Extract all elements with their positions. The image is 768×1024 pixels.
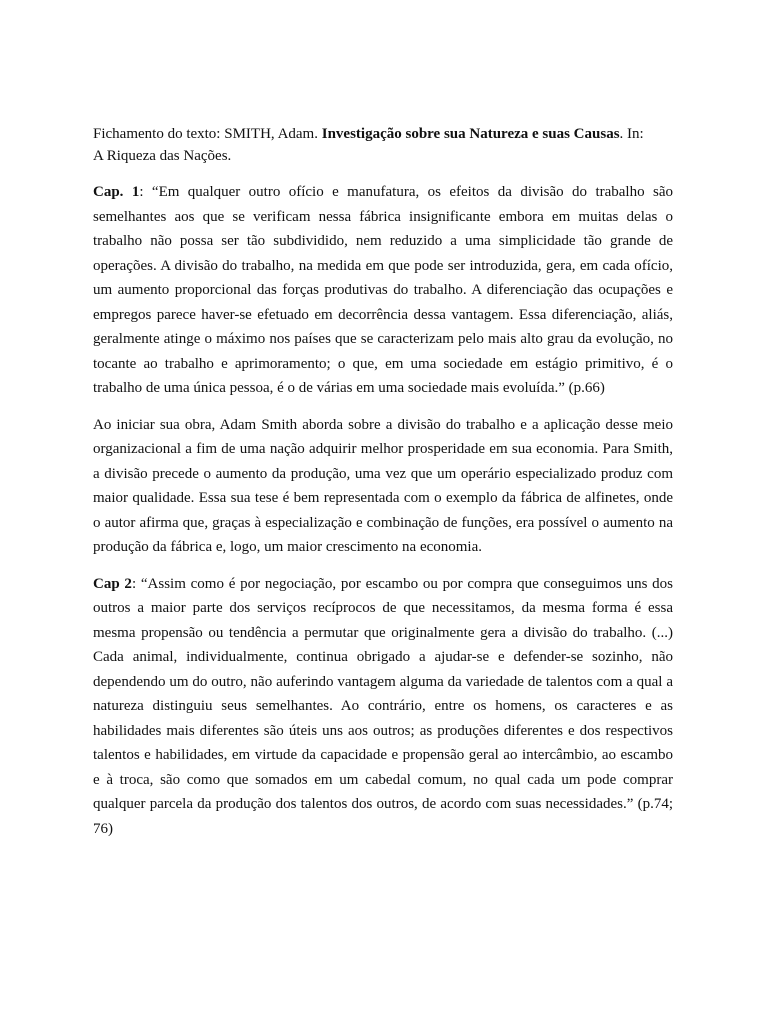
citation-book-title: A Riqueza das Nações. <box>93 148 232 164</box>
citation-header <box>93 123 673 167</box>
document-body <box>93 123 673 853</box>
commentary-paragraph: Ao iniciar sua obra, Adam Smith aborda sobre a divisão do trabalho e a aplicação desse meio organizacional a fim de uma nação adquirir melhor prosperidade em sua economia. Para Smith, a divisão precede o aumento da produção, uma vez que um operário especializado produz com maior qualidade. Essa sua tese é bem representada com o exemplo da fábrica de alfinetes, onde o autor afirma que, graças à especialização e combinação de funções, era possível o aumento na produção da fábrica e, logo, um maior crescimento na economia. <box>93 416 673 555</box>
cap2-colon: : <box>131 575 141 592</box>
cap1-label: Cap. 1 <box>93 184 140 200</box>
cap2-quote: “Assim como é por negociação, por escambo ou por compra que conseguimos uns dos outros a maior parte dos serviços recíprocos de que necessitamos, da mesma forma é essa mesma propensão ou tendência a permutar que originalmente gera a divisão do trabalho. (...) Cada animal, individualmente, continua obrigado a ajudar-se e defender-se sozinho, não dependendo um do outro, não auferindo vantagem alguma da variedade de talentos com a qual a natureza distinguiu seus semelhantes. Ao contrário, entre os homens, os caracteres e as habilidades mais diferentes são úteis uns aos outros; as produções diferentes e dos respectivos talentos e habilidades, em virtude da capacidade e propensão geral ao intercâmbio, ao escambo e à troca, são como que somados em um cabedal comum, no qual cada um pode comprar qualquer parcela da produção dos talentos dos outros, de acordo com suas necessidades.” (p.74; 76) <box>93 575 673 837</box>
citation-suffix: . In: <box>619 126 644 142</box>
cap1-paragraph <box>93 180 673 401</box>
cap1-quote: “Em qualquer outro ofício e manufatura, os efeitos da divisão do trabalho são semelhantes aos que se verificam nessa fábrica insignificante embora em muitas delas o trabalho não possa ser tão subdividido, nem reduzido a uma simplicidade tão grande de operações. A divisão do trabalho, na medida em que pode ser introduzida, gera, em cada ofício, um aumento proporcional das forças produtivas do trabalho. A diferenciação das ocupações e empregos parece haver-se efetuado em decorrência dessa vantagem. Essa diferenciação, aliás, geralmente atinge o máximo nos países que se caracterizam pelo mais alto grau da evolução, no tocante ao trabalho e aprimoramento; o que, em uma sociedade em estágio primitivo, é o trabalho de uma única pessoa, é o de várias em uma sociedade mais evoluída.” (p.66) <box>93 184 673 396</box>
citation-prefix: Fichamento do texto: SMITH, Adam. <box>93 126 322 142</box>
cap2-paragraph <box>93 572 673 842</box>
cap2-label: Cap 2 <box>93 575 132 592</box>
cap1-colon: : <box>139 184 152 200</box>
citation-title: Investigação sobre sua Natureza e suas Causas <box>321 126 620 142</box>
